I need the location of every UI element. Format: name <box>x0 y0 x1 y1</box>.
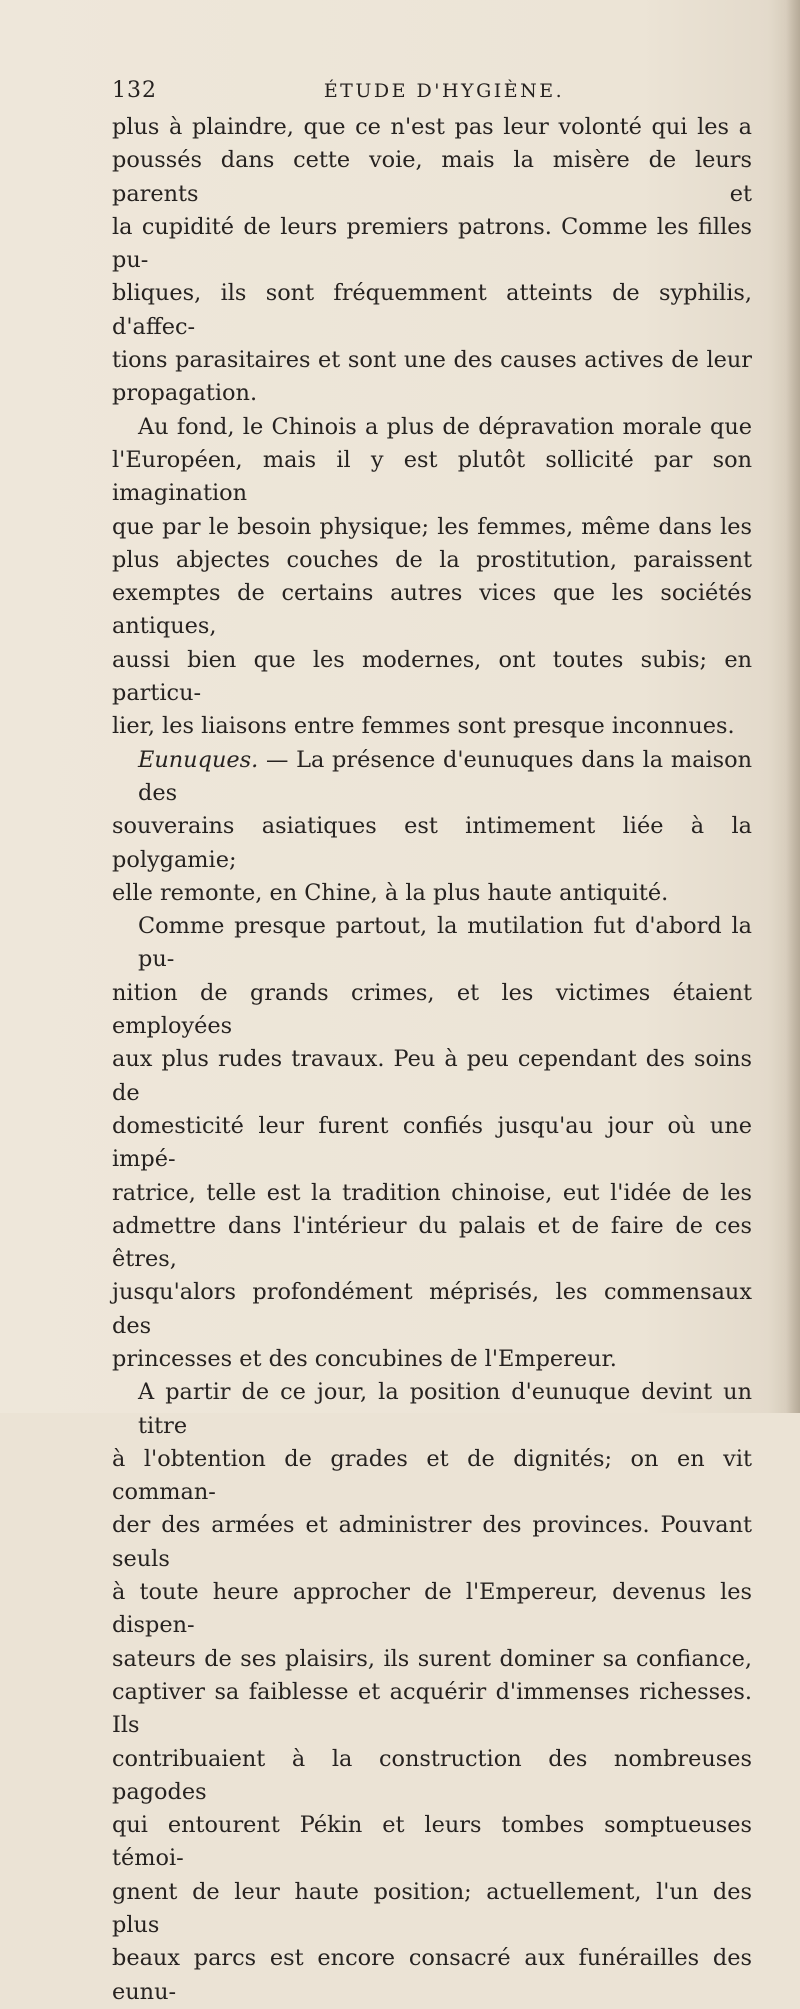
page-number: 132 <box>112 78 157 103</box>
text-line: que par le besoin physique; les femmes, même dans les <box>112 513 752 540</box>
paragraph <box>112 111 752 411</box>
text-line: bliques, ils sont fréquemment atteints de syphilis, d'affec- <box>112 280 752 340</box>
text-line: plus abjectes couches de la prostitution, paraissent <box>112 546 752 573</box>
text-line: admettre dans l'intérieur du palais et de faire de ces êtres, <box>112 1212 752 1273</box>
paragraph <box>112 411 752 744</box>
paragraph <box>112 910 752 1376</box>
text-line: propagation. <box>112 380 258 407</box>
text-line: aux plus rudes travaux. Peu à peu cependant des soins de <box>112 1046 752 1106</box>
text-line: contribuaient à la construction des nombreuses pagodes <box>112 1745 752 1805</box>
paragraph <box>112 744 752 910</box>
text-line: princesses et des concubines de l'Empereur. <box>112 1345 617 1372</box>
text-line: Au fond, le Chinois a plus de dépravation morale que <box>138 413 752 440</box>
text-line: nition de grands crimes, et les victimes étaient employées <box>112 979 752 1040</box>
text-line: poussés dans cette voie, mais la misère de leurs parents et <box>112 147 752 207</box>
text-line: lier, les liaisons entre femmes sont presque inconnues. <box>112 713 735 740</box>
page-edge-shadow <box>786 0 800 1413</box>
text-line: tions parasitaires et sont une des causes actives de leur <box>112 347 752 374</box>
body-text <box>112 111 752 2009</box>
running-head: ÉTUDE D'HYGIÈNE. <box>323 80 565 102</box>
text-line: captiver sa faiblesse et acquérir d'immenses richesses. Ils <box>112 1678 752 1739</box>
text-line: aussi bien que les modernes, ont toutes subis; en particu- <box>112 646 752 707</box>
text-line: qui entourent Pékin et leurs tombes somptueuses témoi- <box>112 1812 752 1872</box>
text-line: domesticité leur furent confiés jusqu'au jour où une impé- <box>112 1112 752 1173</box>
text-line <box>112 744 752 811</box>
page-header <box>112 78 752 108</box>
paragraph <box>112 1376 752 2009</box>
text-line: la cupidité de leurs premiers patrons. Comme les filles pu- <box>112 213 752 274</box>
text-line: à toute heure approcher de l'Empereur, devenus les dispen- <box>112 1579 752 1639</box>
section-heading: Eunuques. <box>138 746 259 773</box>
text-line: Comme presque partout, la mutilation fut d'abord la pu- <box>138 913 752 973</box>
text-line: à l'obtention de grades et de dignités; on en vit comman- <box>112 1445 752 1506</box>
text-line: beaux parcs est encore consacré aux funérailles des eunu- <box>112 1945 752 2005</box>
text-line: gnent de leur haute position; actuellement, l'un des plus <box>112 1878 752 1939</box>
text-line: plus à plaindre, que ce n'est pas leur volonté qui les a <box>112 114 752 140</box>
text-line: sateurs de ses plaisirs, ils surent dominer sa confiance, <box>112 1645 752 1672</box>
text-line: jusqu'alors profondément méprisés, les commensaux des <box>112 1279 752 1339</box>
text-line: elle remonte, en Chine, à la plus haute antiquité. <box>112 879 669 906</box>
text-run: — La présence d'eunuques dans la maison des <box>138 746 752 806</box>
text-line: exemptes de certains autres vices que les sociétés antiques, <box>112 580 752 640</box>
text-line: der des armées et administrer des provinces. Pouvant seuls <box>112 1512 752 1572</box>
text-line: A partir de ce jour, la position d'eunuque devint un titre <box>138 1379 752 1439</box>
text-line: l'Européen, mais il y est plutôt sollicité par son imagination <box>112 446 752 507</box>
text-line: ratrice, telle est la tradition chinoise, eut l'idée de les <box>112 1179 752 1206</box>
text-line: souverains asiatiques est intimement liée à la polygamie; <box>112 813 752 873</box>
